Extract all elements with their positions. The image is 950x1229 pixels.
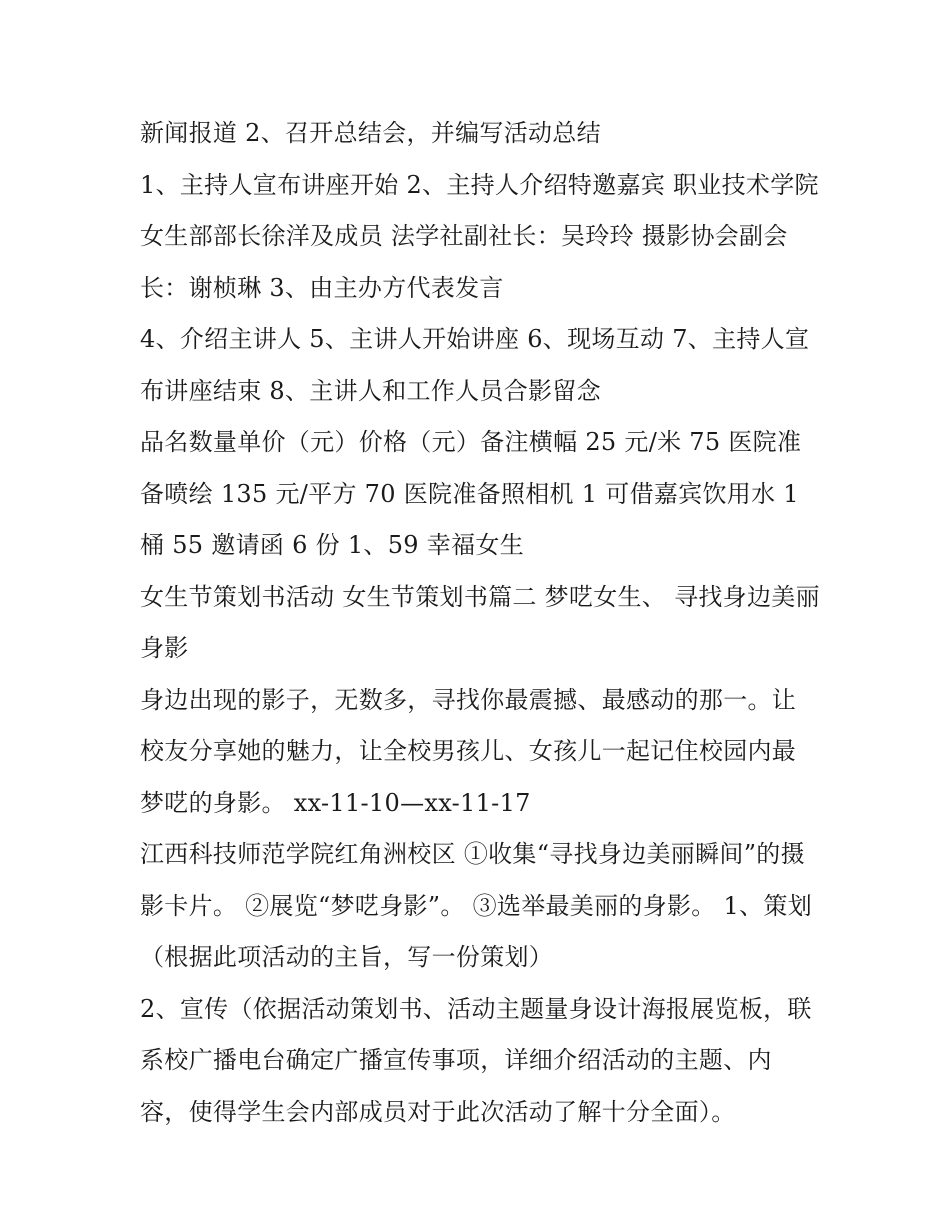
document-body [140,108,820,1138]
paragraph-8: 2、宣传（依据活动策划书、活动主题量身设计海报展览板，联系校广播电台确定广播宣传事项，详细介绍活动的主题、内容，使得学生会内部成员对于此次活动了解十分全面）。 [140,994,812,1126]
paragraph-7: 江西科技师范学院红角洲校区 ①收集“寻找身边美丽瞬间”的摄影卡片。 ②展览“梦呓身影”。 ③选举最美丽的身影。 1、策划（根据此项活动的主旨，写一份策划） [140,840,812,971]
paragraph-3: 4、介绍主讲人 5、主讲人开始讲座 6、现场互动 7、主持人宣布讲座结束 8、主讲人和工作人员合影留念 [140,325,810,405]
paragraph-1: 新闻报道 2、召开总结会，并编写活动总结 [140,119,601,147]
paragraph-6: 身边出现的影子，无数多，寻找你最震撼、最感动的那一。让校友分享她的魅力，让全校男孩儿、女孩儿一起记住校园内最梦呓的身影。 xx-11-10—xx-11-17 [140,685,797,817]
paragraph-4: 品名数量单价（元）价格（元）备注横幅 25 元/米 75 医院准备喷绘 135 元/平方 70 医院准备照相机 1 可借嘉宾饮用水 1 桶 55 邀请函 6 份 1、59 幸福女生 [140,428,802,559]
paragraph-2: 1、主持人宣布讲座开始 2、主持人介绍特邀嘉宾 职业技术学院女生部部长徐洋及成员 法学社副社长：吴玲玲 摄影协会副会长：谢桢琳 3、由主办方代表发言 [140,170,819,302]
paragraph-5: 女生节策划书活动 女生节策划书篇二 梦呓女生、 寻找身边美丽身影 [140,582,820,662]
